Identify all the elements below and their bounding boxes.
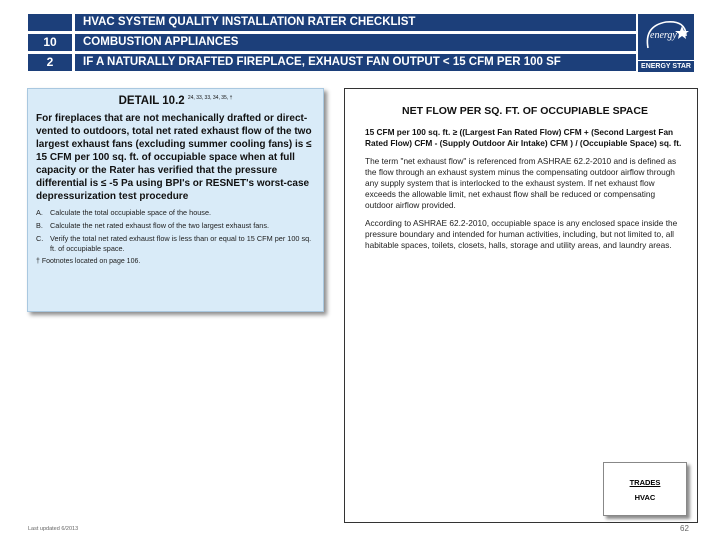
step-letter: C. (36, 234, 44, 243)
net-flow-title: NET FLOW PER SQ. FT. OF OCCUPIABLE SPACE (402, 105, 648, 117)
net-flow-panel (344, 88, 698, 523)
detail-footnote: † Footnotes located on page 106. (36, 258, 141, 265)
header-row-title (28, 14, 636, 32)
trades-value: HVAC (634, 493, 656, 502)
header-row-number (28, 14, 72, 31)
header-row-number: 2 (28, 54, 72, 71)
detail-steps (36, 208, 315, 254)
energy-star-icon (642, 18, 690, 54)
step-text: Calculate the net rated exhaust flow of the two largest exhaust fans. (50, 221, 270, 230)
page-number: 62 (680, 524, 689, 533)
header-row-item (28, 54, 636, 72)
energy-star-label: ENERGY STAR (638, 60, 694, 70)
header-row-number: 10 (28, 34, 72, 51)
energy-star-logo (638, 14, 694, 72)
occupiable-space-paragraph: According to ASHRAE 62.2-2010, occupiable space is any enclosed space inside the pressure boundary and intended for human activities, including, but not limited to, all habitable spaces, toilets, closets, halls, storage and utility areas, and laundry areas. (365, 218, 678, 250)
step-text: Verify the total net rated exhaust flow is less than or equal to 15 CFM per 100 sq. ft. of occupiable space. (50, 234, 312, 253)
svg-text:energy: energy (650, 30, 677, 41)
net-exhaust-paragraph: The term "net exhaust flow" is referenced from ASHRAE 62.2-2010 and is defined as the flow through an exhaust system minus the compensating outdoor airflow through any supply system that is interlocked to the exhaust system. If net exhaust flow exceeds the allowable limit, net exhaust flow shall be reduced or compensating outdoor airflow provided. (365, 156, 677, 210)
detail-lead-text: For fireplaces that are not mechanically drafted or direct-vented to outdoors, total net rated exhaust flow of the two largest exhaust fans (excluding summer cooling fans) is ≤ 15 CFM per 100 sq. ft. of occupiable space when at full capacity or the Rater has verified that the pressure differential is ≤ -5 Pa using BPI's or RESNET's worst-case depressurization test procedure (36, 113, 312, 202)
detail-box (27, 88, 324, 312)
header-row-text: IF A NATURALLY DRAFTED FIREPLACE, EXHAUST FAN OUTPUT < 15 CFM PER 100 SF (75, 54, 636, 71)
footer-updated: Last updated 6/2013 (28, 526, 79, 532)
step-letter: A. (36, 208, 43, 217)
trades-box (603, 462, 687, 516)
detail-footnote-refs: 24, 33, 33, 34, 35, † (187, 95, 233, 102)
detail-step (36, 234, 315, 254)
step-text: Calculate the total occupiable space of the house. (50, 208, 212, 217)
header-row-text: COMBUSTION APPLIANCES (75, 34, 636, 51)
detail-step (36, 208, 315, 218)
trades-label: TRADES (629, 478, 661, 487)
header-row-text: HVAC SYSTEM QUALITY INSTALLATION RATER CHECKLIST (75, 14, 636, 31)
step-letter: B. (36, 221, 43, 230)
detail-title-text: DETAIL 10.2 (118, 95, 185, 107)
checklist-header (28, 14, 636, 72)
header-row-section (28, 34, 636, 52)
detail-step (36, 221, 315, 231)
net-flow-formula: 15 CFM per 100 sq. ft. ≥ ((Largest Fan Rated Flow) CFM + (Second Largest Fan Rated Flow) CFM - (Supply Outdoor Air Intake) CFM ) / (Occupiable Space) sq. ft. (365, 127, 682, 148)
detail-title (36, 95, 315, 107)
